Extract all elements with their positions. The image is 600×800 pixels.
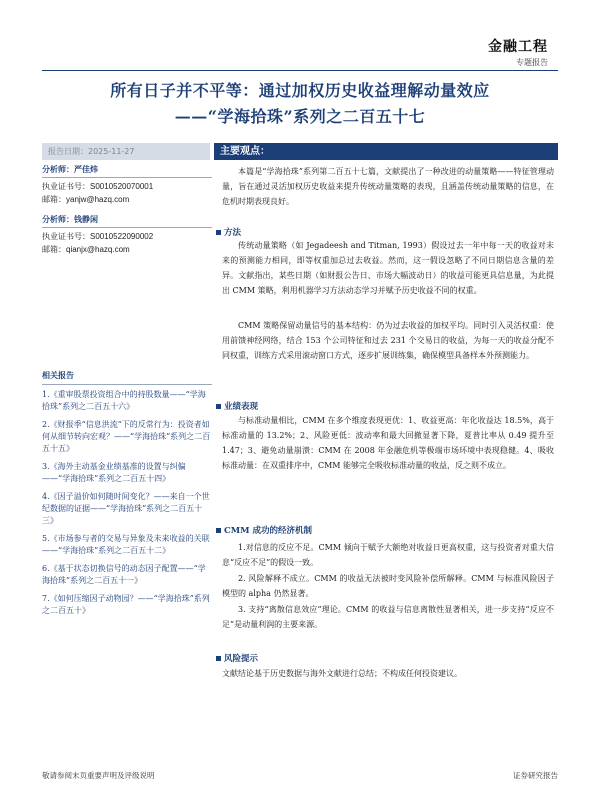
related-report-link[interactable]: 1.《重审股票投资组合中的持股数量——“学海拾珠”系列之二百五十六》 <box>42 390 206 411</box>
bullet-icon <box>216 230 221 235</box>
related-report-link[interactable]: 4.《因子溢价如何随时间变化？——来自一个世纪数据的证据——“学海拾珠”系列之二百五十三》 <box>42 492 210 525</box>
analyst-cert: 执业证书号：S0010520070001 <box>42 182 154 191</box>
mechanism-paragraph: 1.对信息的反应不足。CMM 倾向于赋予大额绝对收益日更高权重，这与投资者对重大信息“反应不足”的假设一致。 <box>222 543 554 567</box>
report-date: 报告日期：2025-11-27 <box>42 143 210 160</box>
performance-paragraph: 与标准动量相比，CMM 在多个维度表现更优：1、收益更高：年化收益达 18.5%，高于标准动量的 13.2%；2、风险更低：波动率和最大回撤显著下降，夏普比率从 0.49 提升至 1.47；3、避免动量崩溃：CMM 在 2008 年金融危机等极端市场环境中表现稳健。4、吸收标准动量：在双重排序中，CMM 能够完全吸收标准动量的收益，反之则不成立。 <box>222 416 554 470</box>
related-report-link[interactable]: 5.《市场参与者的交易与异象及未来收益的关联——“学海拾珠”系列之二百五十二》 <box>42 534 210 555</box>
analyst-email[interactable]: 邮箱：yanjw@hazq.com <box>42 194 130 204</box>
section-heading-risk: 风险提示 <box>216 652 258 664</box>
related-report-link[interactable]: 2.《财报季“信息洪流”下的反常行为：投资者如何从细节转向宏观？——“学海拾珠”系列之二百五十五》 <box>42 420 211 453</box>
analyst-name: 分析师：钱静闲 <box>42 214 212 228</box>
report-title: 所有日子并不平等：通过加权历史收益理解动量效应 <box>110 81 490 100</box>
method-paragraph: 传统动量策略（如 Jegadeesh and Titman, 1993）假设过去一年中每一天的收益对未来的预测能力相同，即等权重加总过去收益。然而，这一假设忽略了不同日期信息含量的差异。文献指出，某些日期（如财报公告日、市场大幅波动日）的收益可能更具信息量，为此提出 CMM 策略，利用机器学习方法动态学习并赋予历史收益不同的权重。 <box>222 241 554 295</box>
section-heading-performance: 业绩表现 <box>216 400 258 412</box>
related-report-link[interactable]: 6.《基于状态切换信号的动态因子配置——“学海拾珠”系列之二百五十一》 <box>42 564 206 585</box>
method-paragraph: CMM 策略保留动量信号的基本结构：仍为过去收益的加权平均。同时引入灵活权重：使用前馈神经网络，结合 153 个公司特征和过去 231 个交易日的收益，为每一天的收益分配不同权重，训练方式采用滚动窗口方式，逐步扩展训练集，确保模型具备样本外预测能力。 <box>222 321 554 360</box>
report-type: 专题报告 <box>516 58 548 67</box>
analyst-block <box>42 214 212 256</box>
intro-paragraph: 本篇是“学海拾珠”系列第二百五十七篇，文献提出了一种改进的动量策略——特征管理动量，旨在通过灵活加权历史收益来提升传统动量策略的表现，且涵盖传统动量策略的信息，在危机时期表现良好。 <box>222 167 554 206</box>
report-subtitle: ——“学海拾珠”系列之二百五十七 <box>174 107 426 126</box>
bullet-icon <box>216 528 221 533</box>
analyst-panel <box>42 164 212 264</box>
related-report-link[interactable]: 3.《海外主动基金业绩基准的设置与纠偏——“学海拾珠”系列之二百五十四》 <box>42 462 186 483</box>
analyst-email[interactable]: 邮箱：qianjx@hazq.com <box>42 244 130 254</box>
header-divider <box>42 70 558 71</box>
brand-title: 金融工程 <box>488 39 548 55</box>
bullet-icon <box>216 656 221 661</box>
report-category: 证券研究报告 <box>513 771 558 780</box>
risk-paragraph: 文献结论基于历史数据与海外文献进行总结；不构成任何投资建议。 <box>222 669 462 678</box>
analyst-cert: 执业证书号：S0010522090002 <box>42 232 154 241</box>
related-report-link[interactable]: 7.《如何压缩因子动物园？——“学海拾珠”系列之二百五十》 <box>42 594 210 615</box>
section-heading-method: 方法 <box>216 226 241 238</box>
main-points-heading: 主要观点： <box>214 143 558 160</box>
bullet-icon <box>216 404 221 409</box>
mechanism-paragraph: 2. 风险解释不成立。CMM 的收益无法被时变风险补偿所解释。CMM 与标准风险因子模型的 alpha 仍然显著。 <box>222 574 554 598</box>
disclaimer-note: 敬请参阅末页重要声明及评级说明 <box>42 771 155 780</box>
section-heading-mechanism: CMM 成功的经济机制 <box>216 524 312 536</box>
related-reports-heading: 相关报告 <box>42 370 212 385</box>
related-reports <box>42 370 212 623</box>
mechanism-paragraph: 3. 支持“离散信息效应”理论。CMM 的收益与信息离散性显著相关，进一步支持“反应不足”是动量利润的主要来源。 <box>222 605 554 629</box>
analyst-block <box>42 164 212 206</box>
analyst-name: 分析师：严佳炜 <box>42 164 212 178</box>
